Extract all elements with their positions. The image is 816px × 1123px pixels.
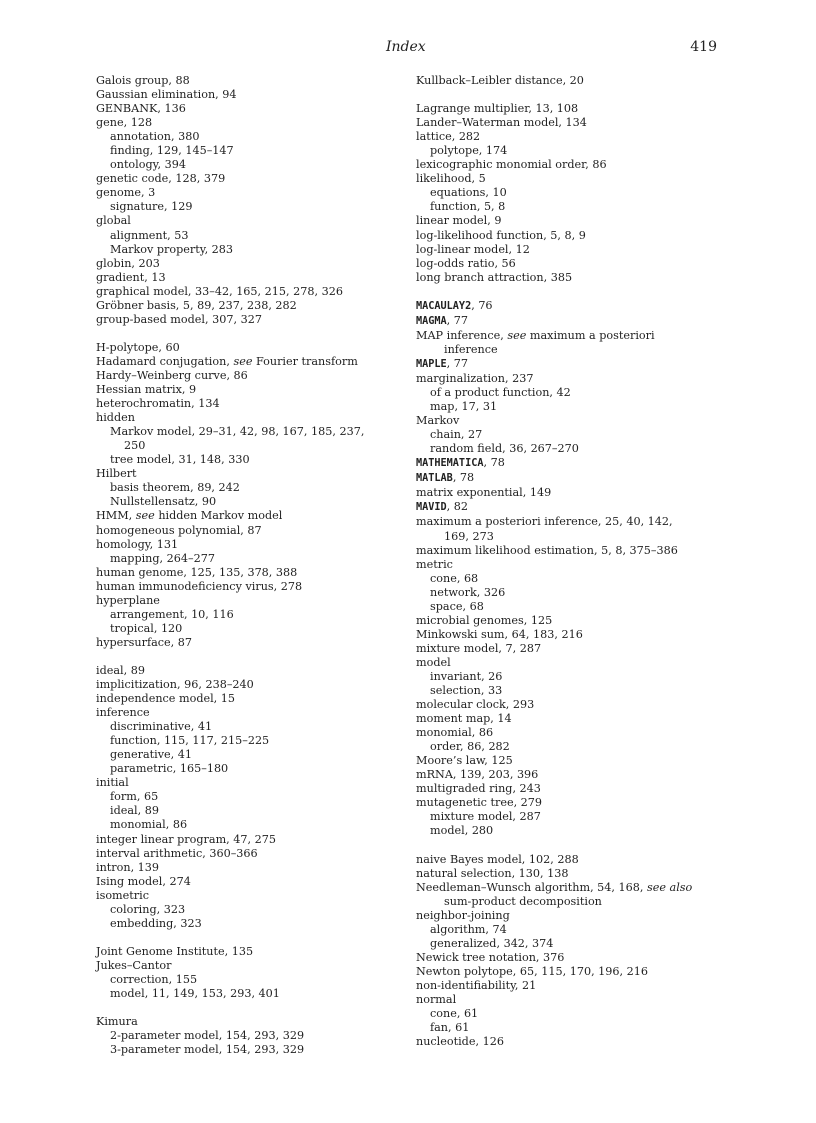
entry-text: Newick tree notation, 376	[416, 950, 565, 964]
entry-text: H-polytope, 60	[96, 340, 180, 354]
index-entry	[96, 861, 396, 875]
index-subentry	[96, 987, 396, 1001]
entry-text: graphical model, 33–42, 165, 215, 278, 326	[96, 284, 343, 298]
entry-text: monomial, 86	[110, 818, 188, 832]
index-entry	[416, 314, 726, 329]
index-entry	[416, 229, 726, 243]
entry-text: generative, 41	[110, 748, 192, 762]
entry-text: homogeneous polynomial, 87	[96, 523, 262, 537]
cross-reference-see: see	[507, 328, 527, 342]
entry-text: gradient, 13	[96, 270, 166, 284]
index-subentry	[96, 903, 396, 917]
index-subentry	[96, 917, 396, 931]
entry-text-after: , 77	[446, 313, 469, 327]
entry-text: homology, 131	[96, 537, 179, 551]
entry-text: normal	[416, 993, 457, 1007]
index-entry	[416, 656, 726, 670]
index-entry	[416, 214, 726, 228]
entry-text: naive Bayes model, 102, 288	[416, 852, 579, 866]
entry-text: tropical, 120	[110, 621, 183, 635]
index-subentry	[416, 144, 726, 158]
index-column-right	[416, 74, 726, 1049]
entry-text: matrix exponential, 149	[416, 486, 552, 500]
index-entry	[416, 544, 726, 558]
entry-text: GENBANK, 136	[96, 102, 186, 116]
entry-text: multigraded ring, 243	[416, 782, 541, 796]
cross-reference-see: see also	[647, 880, 693, 894]
entry-text: form, 65	[110, 790, 159, 804]
index-subentry	[96, 229, 396, 243]
entry-text: polytope, 174	[430, 144, 508, 158]
index-entry	[416, 471, 726, 486]
index-entry	[96, 467, 396, 481]
index-entry	[96, 509, 396, 523]
index-column-left	[96, 74, 396, 1057]
index-entry-continuation	[416, 895, 726, 909]
cross-reference-see: see	[233, 354, 253, 368]
index-subentry	[96, 790, 396, 804]
entry-text: intron, 139	[96, 860, 160, 874]
entry-text: natural selection, 130, 138	[416, 866, 569, 880]
entry-text: genetic code, 128, 379	[96, 172, 226, 186]
entry-text: Hardy–Weinberg curve, 86	[96, 368, 248, 382]
entry-text: space, 68	[430, 599, 484, 613]
entry-text: basis theorem, 89, 242	[110, 481, 240, 495]
index-entry	[416, 243, 726, 257]
index-entry	[416, 102, 726, 116]
index-entry	[416, 271, 726, 285]
index-entry-continuation	[416, 343, 726, 357]
index-entry	[96, 706, 396, 720]
entry-text: model, 280	[430, 824, 494, 838]
index-entry	[416, 782, 726, 796]
entry-text: Markov model, 29–31, 42, 98, 167, 185, 237,	[110, 425, 365, 439]
index-subentry	[96, 1043, 396, 1057]
letter-group-spacer	[96, 931, 396, 945]
entry-text: equations, 10	[430, 186, 507, 200]
entry-text: annotation, 380	[110, 130, 200, 144]
index-entry	[96, 186, 396, 200]
index-entry	[416, 172, 726, 186]
entry-text: model	[416, 655, 451, 669]
index-subentry	[96, 762, 396, 776]
software-name: MATHEMATICA	[416, 458, 484, 470]
entry-text: gene, 128	[96, 116, 153, 130]
index-entry	[416, 698, 726, 712]
index-entry	[96, 74, 396, 88]
index-entry	[416, 754, 726, 768]
entry-text: inference	[444, 342, 498, 356]
index-entry	[96, 369, 396, 383]
index-entry	[96, 524, 396, 538]
index-entry	[416, 116, 726, 130]
page-number: 419	[690, 39, 717, 55]
entry-text: Nullstellensatz, 90	[110, 495, 217, 509]
index-entry	[416, 909, 726, 923]
entry-text: Hilbert	[96, 467, 137, 481]
index-subentry	[416, 824, 726, 838]
index-subentry	[96, 1029, 396, 1043]
entry-text: 250	[124, 439, 146, 453]
index-subentry	[416, 810, 726, 824]
entry-text: algorithm, 74	[430, 922, 507, 936]
index-subentry	[96, 804, 396, 818]
entry-text: Ising model, 274	[96, 874, 191, 888]
index-entry	[416, 456, 726, 471]
index-entry	[416, 614, 726, 628]
entry-text: Moore’s law, 125	[416, 754, 513, 768]
entry-text-after: , 76	[471, 298, 493, 312]
entry-text: mixture model, 287	[430, 810, 541, 824]
index-entry	[96, 172, 396, 186]
index-entry	[416, 515, 726, 529]
entry-text: Kullback–Leibler distance, 20	[416, 74, 584, 87]
index-entry	[416, 357, 726, 372]
entry-text: non-identifiability, 21	[416, 979, 537, 992]
index-subentry	[96, 495, 396, 509]
index-subentry	[96, 748, 396, 762]
entry-text: selection, 33	[430, 684, 503, 698]
entry-text: Markov property, 283	[110, 242, 234, 256]
entry-text-after: , 82	[446, 500, 469, 514]
entry-text: signature, 129	[110, 200, 193, 214]
index-entry	[96, 833, 396, 847]
entry-text-after: Fourier transform	[252, 354, 358, 368]
index-subentry	[96, 130, 396, 144]
entry-text-after: , 77	[446, 356, 469, 370]
index-entry	[416, 130, 726, 144]
index-entry	[416, 796, 726, 810]
entry-text: implicitization, 96, 238–240	[96, 678, 254, 692]
index-entry	[416, 881, 726, 895]
entry-text: initial	[96, 776, 129, 790]
index-entry	[416, 726, 726, 740]
entry-text: log-linear model, 12	[416, 242, 530, 256]
entry-text: Gaussian elimination, 94	[96, 88, 237, 102]
entry-text: HMM,	[96, 509, 136, 523]
index-entry	[96, 959, 396, 973]
index-entry	[96, 692, 396, 706]
software-name: MACAULAY2	[416, 300, 472, 312]
index-entry	[416, 74, 726, 88]
index-entry	[96, 594, 396, 608]
index-entry	[416, 867, 726, 881]
index-entry	[96, 214, 396, 228]
index-entry	[96, 776, 396, 790]
index-subentry	[96, 158, 396, 172]
entry-text: microbial genomes, 125	[416, 613, 553, 627]
software-name: MATLAB	[416, 473, 453, 485]
entry-text: cone, 61	[430, 1007, 479, 1021]
index-subentry	[416, 186, 726, 200]
entry-text: finding, 129, 145–147	[110, 144, 234, 158]
entry-text-after: hidden Markov model	[154, 509, 283, 523]
index-subentry	[416, 937, 726, 951]
entry-text: globin, 203	[96, 256, 160, 270]
index-entry	[96, 397, 396, 411]
letter-group-spacer	[416, 839, 726, 853]
entry-text: generalized, 342, 374	[430, 936, 554, 950]
entry-text: Gröbner basis, 5, 89, 237, 238, 282	[96, 298, 297, 312]
entry-text: Newton polytope, 65, 115, 170, 196, 216	[416, 964, 648, 978]
entry-text-after: maximum a posteriori	[526, 328, 655, 342]
entry-text: heterochromatin, 134	[96, 397, 220, 411]
entry-text: human genome, 125, 135, 378, 388	[96, 565, 298, 579]
entry-text: lattice, 282	[416, 130, 481, 144]
entry-text: Jukes–Cantor	[96, 958, 172, 972]
entry-text: Hadamard conjugation,	[96, 354, 234, 368]
index-subentry	[96, 425, 396, 439]
index-entry	[96, 88, 396, 102]
letter-group-spacer	[416, 88, 726, 102]
entry-text: inference	[96, 706, 150, 720]
index-entry	[416, 853, 726, 867]
index-entry	[96, 664, 396, 678]
index-subentry	[416, 428, 726, 442]
software-name: MAGMA	[416, 315, 447, 327]
index-entry	[96, 116, 396, 130]
entry-text: Joint Genome Institute, 135	[96, 944, 254, 958]
entry-text: random field, 36, 267–270	[430, 442, 579, 456]
running-header-title: Index	[386, 39, 426, 55]
index-entry	[416, 965, 726, 979]
index-entry	[96, 411, 396, 425]
entry-text: monomial, 86	[416, 726, 494, 740]
entry-text: long branch attraction, 385	[416, 270, 573, 284]
index-subentry	[96, 973, 396, 987]
letter-group-spacer	[96, 650, 396, 664]
index-subentry	[416, 572, 726, 586]
index-subentry	[416, 670, 726, 684]
entry-text: molecular clock, 293	[416, 698, 535, 712]
entry-text: maximum likelihood estimation, 5, 8, 375–386	[416, 543, 678, 557]
index-entry	[416, 486, 726, 500]
entry-text: neighbor-joining	[416, 908, 510, 922]
index-entry	[416, 712, 726, 726]
index-subentry	[416, 400, 726, 414]
entry-text: maximum a posteriori inference, 25, 40, 142,	[416, 515, 673, 529]
entry-text: Galois group, 88	[96, 74, 190, 87]
software-name: MAVID	[416, 502, 447, 514]
index-subentry	[96, 144, 396, 158]
index-subentry	[96, 818, 396, 832]
entry-text: arrangement, 10, 116	[110, 607, 234, 621]
index-subentry	[416, 386, 726, 400]
entry-text: alignment, 53	[110, 228, 189, 242]
index-subentry	[96, 453, 396, 467]
entry-text: Kimura	[96, 1015, 138, 1029]
index-entry	[96, 889, 396, 903]
entry-text: Minkowski sum, 64, 183, 216	[416, 627, 583, 641]
entry-text: network, 326	[430, 585, 506, 599]
entry-text: integer linear program, 47, 275	[96, 832, 276, 846]
entry-text: parametric, 165–180	[110, 762, 229, 776]
entry-text: ideal, 89	[110, 804, 159, 818]
entry-text: moment map, 14	[416, 712, 512, 726]
entry-text: marginalization, 237	[416, 371, 534, 385]
entry-text: 3-parameter model, 154, 293, 329	[110, 1043, 305, 1057]
index-subentry	[96, 622, 396, 636]
entry-text: log-likelihood function, 5, 8, 9	[416, 228, 586, 242]
entry-text-after: , 78	[483, 456, 505, 470]
index-entry	[416, 299, 726, 314]
entry-text: linear model, 9	[416, 214, 502, 228]
letter-group-spacer	[96, 1001, 396, 1015]
index-entry	[96, 636, 396, 650]
index-subentry	[96, 481, 396, 495]
index-entry	[96, 257, 396, 271]
entry-text: Markov	[416, 414, 460, 428]
entry-text: correction, 155	[110, 973, 198, 986]
index-subentry	[96, 243, 396, 257]
entry-text: group-based model, 307, 327	[96, 312, 262, 326]
entry-text: Lander–Waterman model, 134	[416, 116, 587, 130]
index-entry	[96, 875, 396, 889]
entry-text: ontology, 394	[110, 158, 186, 172]
entry-text: order, 86, 282	[430, 740, 510, 754]
letter-group-spacer	[96, 327, 396, 341]
index-entry-continuation	[416, 530, 726, 544]
index-subentry	[416, 740, 726, 754]
letter-group-spacer	[416, 285, 726, 299]
index-subentry	[416, 1007, 726, 1021]
index-entry	[416, 993, 726, 1007]
index-entry	[416, 372, 726, 386]
entry-text: mRNA, 139, 203, 396	[416, 768, 539, 782]
entry-text: likelihood, 5	[416, 172, 486, 186]
index-entry	[96, 102, 396, 116]
index-entry	[416, 500, 726, 515]
entry-text: hypersurface, 87	[96, 635, 192, 649]
entry-text: lexicographic monomial order, 86	[416, 158, 607, 172]
entry-text: metric	[416, 557, 453, 571]
index-entry	[416, 257, 726, 271]
index-entry	[96, 355, 396, 369]
entry-text: mutagenetic tree, 279	[416, 796, 543, 810]
entry-text: human immunodeficiency virus, 278	[96, 579, 303, 593]
index-entry	[416, 642, 726, 656]
index-subentry	[416, 923, 726, 937]
index-entry	[416, 979, 726, 993]
entry-text: of a product function, 42	[430, 386, 571, 400]
index-entry	[96, 580, 396, 594]
entry-text: map, 17, 31	[430, 400, 498, 414]
entry-text: fan, 61	[430, 1021, 470, 1035]
entry-text: Needleman–Wunsch algorithm, 54, 168,	[416, 880, 647, 894]
index-entry	[96, 383, 396, 397]
index-subentry	[416, 684, 726, 698]
index-entry	[96, 538, 396, 552]
cross-reference-see: see	[135, 509, 155, 523]
entry-text: model, 11, 149, 153, 293, 401	[110, 987, 280, 1001]
entry-text: mixture model, 7, 287	[416, 641, 542, 655]
entry-text: nucleotide, 126	[416, 1035, 504, 1049]
entry-text: global	[96, 214, 131, 228]
index-subentry	[96, 608, 396, 622]
index-entry	[416, 414, 726, 428]
index-entry	[96, 341, 396, 355]
index-subentry	[96, 200, 396, 214]
entry-text-after: , 78	[452, 471, 475, 485]
entry-text: chain, 27	[430, 428, 483, 442]
index-subentry	[416, 442, 726, 456]
index-entry	[96, 945, 396, 959]
entry-text: genome, 3	[96, 186, 156, 200]
index-entry	[416, 558, 726, 572]
index-entry	[96, 1015, 396, 1029]
entry-text: MAP inference,	[416, 328, 508, 342]
index-entry	[96, 285, 396, 299]
entry-text: embedding, 323	[110, 916, 202, 930]
entry-text: coloring, 323	[110, 902, 186, 916]
entry-text: sum-product decomposition	[444, 894, 602, 908]
index-entry	[96, 678, 396, 692]
entry-text: function, 5, 8	[430, 200, 506, 214]
entry-text: Lagrange multiplier, 13, 108	[416, 102, 579, 116]
entry-text: Hessian matrix, 9	[96, 383, 197, 397]
index-subentry	[96, 734, 396, 748]
index-subentry	[416, 1021, 726, 1035]
entry-text: isometric	[96, 888, 149, 902]
index-entry-continuation	[96, 439, 396, 453]
index-subentry	[416, 600, 726, 614]
entry-text: discriminative, 41	[110, 720, 213, 734]
index-entry	[96, 313, 396, 327]
index-entry	[96, 271, 396, 285]
entry-text: independence model, 15	[96, 692, 236, 706]
index-entry	[416, 158, 726, 172]
entry-text: mapping, 264–277	[110, 551, 215, 565]
index-entry	[96, 847, 396, 861]
entry-text: 169, 273	[444, 529, 494, 543]
index-entry	[416, 768, 726, 782]
index-entry	[416, 951, 726, 965]
index-entry	[416, 628, 726, 642]
entry-text: interval arithmetic, 360–366	[96, 846, 258, 860]
index-entry	[416, 1035, 726, 1049]
index-entry	[96, 299, 396, 313]
entry-text: tree model, 31, 148, 330	[110, 453, 250, 467]
index-subentry	[416, 586, 726, 600]
index-subentry	[416, 200, 726, 214]
entry-text: hyperplane	[96, 593, 160, 607]
index-subentry	[96, 720, 396, 734]
entry-text: hidden	[96, 411, 135, 425]
entry-text: function, 115, 117, 215–225	[110, 734, 270, 748]
entry-text: invariant, 26	[430, 669, 503, 683]
index-subentry	[96, 552, 396, 566]
software-name: MAPLE	[416, 358, 447, 370]
entry-text: ideal, 89	[96, 663, 145, 677]
index-entry	[416, 329, 726, 343]
index-entry	[96, 566, 396, 580]
entry-text: cone, 68	[430, 571, 479, 585]
entry-text: log-odds ratio, 56	[416, 256, 516, 270]
entry-text: 2-parameter model, 154, 293, 329	[110, 1029, 305, 1043]
